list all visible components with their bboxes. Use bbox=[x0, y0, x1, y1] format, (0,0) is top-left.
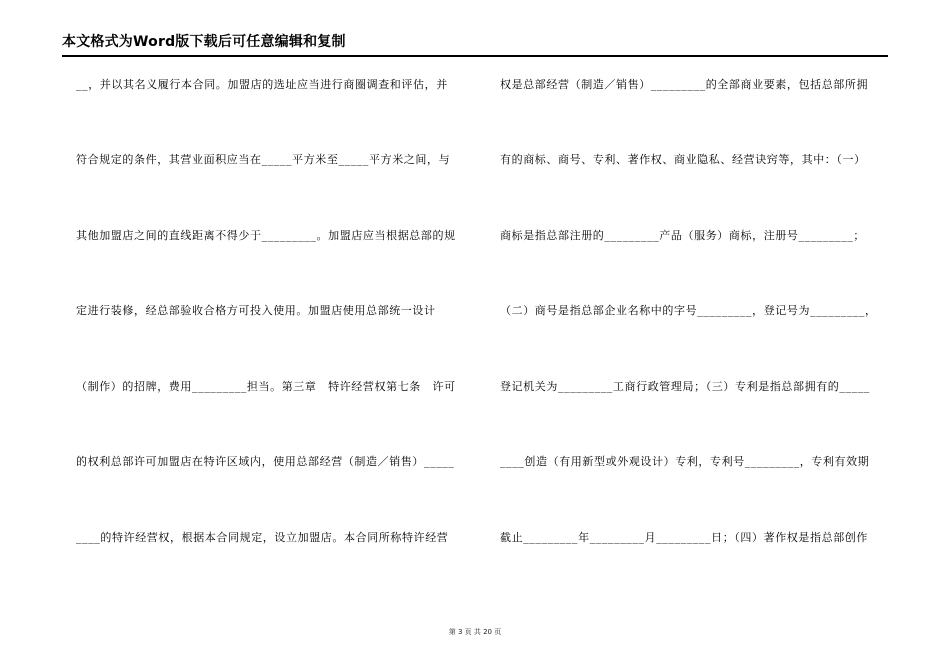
text-line: （制作）的招牌，费用_________担当。第三章 特许经营权第七条 许可 bbox=[76, 380, 456, 393]
text-line: 定进行装修，经总部验收合格方可投入使用。加盟店使用总部统一设计 bbox=[76, 304, 436, 317]
text-line: 符合规定的条件，其营业面积应当在_____平方米至_____平方米之间，与 bbox=[76, 153, 451, 166]
text-line: __，并以其名义履行本合同。加盟店的选址应当进行商圈调查和评估，并 bbox=[76, 78, 448, 91]
left-text-column bbox=[76, 78, 462, 558]
text-line: （二）商号是指总部企业名称中的字号_________，登记号为_________， bbox=[500, 304, 877, 317]
text-line: 登记机关为_________工商行政管理局；（三）专利是指总部拥有的_____ bbox=[500, 380, 870, 393]
text-line: 的权利总部许可加盟店在特许区域内，使用总部经营（制造／销售）_____ bbox=[76, 455, 455, 468]
text-line: ____创造（有用新型或外观设计）专利，专利号_________，专利有效期 bbox=[500, 455, 870, 468]
document-header bbox=[62, 33, 888, 57]
text-line: ____的特许经营权，根据本合同规定，设立加盟店。本合同所称特许经营 bbox=[76, 531, 449, 544]
right-text-column bbox=[500, 78, 886, 558]
text-line: 其他加盟店之间的直线距离不得少于_________。加盟店应当根据总部的规 bbox=[76, 229, 456, 242]
text-line: 有的商标、商号、专利、著作权、商业隐私、经营诀窍等，其中：（一） bbox=[500, 153, 866, 166]
text-line: 权是总部经营（制造／销售）_________的全部商业要素，包括总部所拥 bbox=[500, 78, 869, 91]
text-line: 商标是指总部注册的_________产品（服务）商标，注册号_________； bbox=[500, 229, 865, 242]
text-line: 截止_________年_________月_________日；（四）著作权是指总部创作 bbox=[500, 531, 868, 544]
page-number: 第 3 页 共 20 页 bbox=[448, 628, 502, 636]
header-title: 本文格式为Word版下载后可任意编辑和复制 bbox=[62, 34, 346, 50]
